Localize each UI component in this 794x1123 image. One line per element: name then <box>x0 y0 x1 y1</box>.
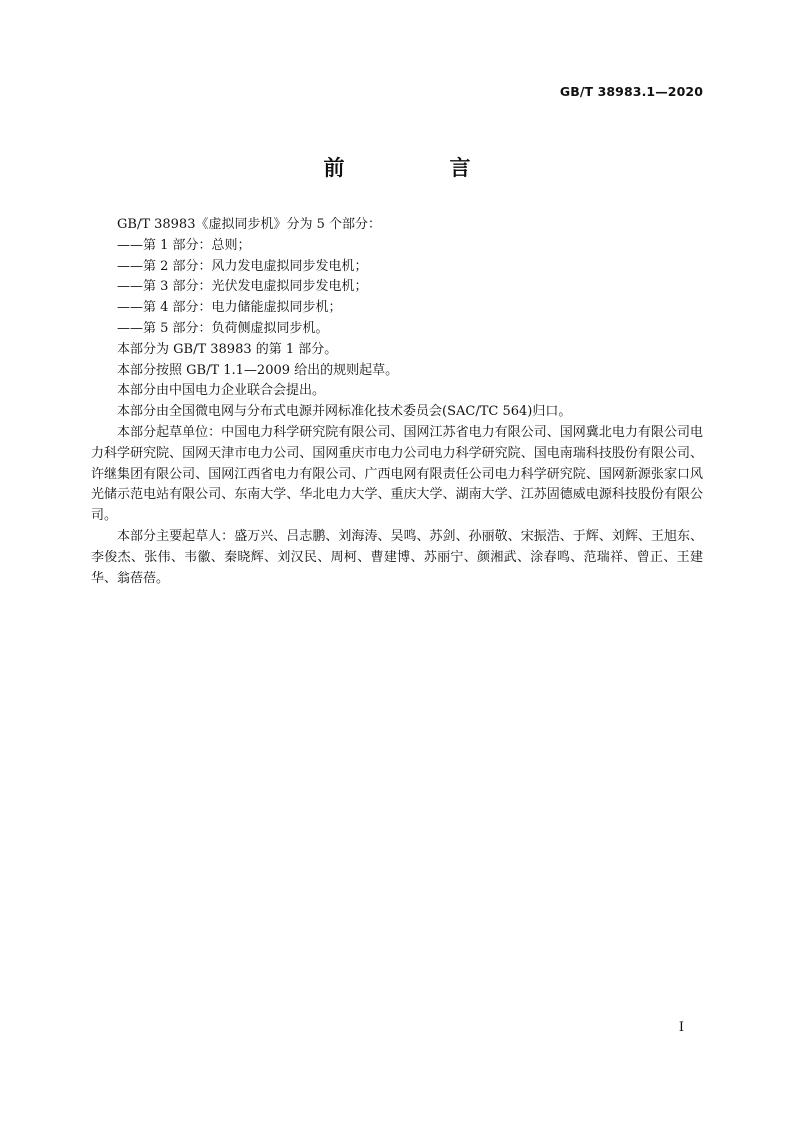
paragraph-intro: GB/T 38983《虚拟同步机》分为 5 个部分： <box>117 217 382 232</box>
list-item-part-3: ——第 3 部分：光伏发电虚拟同步发电机； <box>117 279 368 295</box>
list-item-part-1: ——第 1 部分：总则； <box>117 237 251 253</box>
list-item-part-4: ——第 4 部分：电力储能虚拟同步机； <box>117 300 342 316</box>
list-item-part-5: ——第 5 部分：负荷侧虚拟同步机。 <box>117 320 329 336</box>
paragraph-part-statement: 本部分为 GB/T 38983 的第 1 部分。 <box>117 341 338 357</box>
paragraph-drafting-units: 本部分起草单位：中国电力科学研究院有限公司、国网江苏省电力有限公司、国网冀北电力有限公司电力科学研究院、国网天津市电力公司、国网重庆市电力公司电力科学研究院、国电南瑞科技股份有限公司、许继集团有限公司、国网江西省电力有限公司、广西电网有限责任公司电力科学研究院、国网新源张家口风光储示范电站有限公司、东南大学、华北电力大学、重庆大学、湖南大学、江苏固德威电源科技股份有限公司。 <box>91 424 703 524</box>
page-title: 前 言 <box>323 155 513 180</box>
list-item-part-2: ——第 2 部分：风力发电虚拟同步发电机； <box>117 258 368 274</box>
standard-number: GB/T 38983.1—2020 <box>559 84 703 99</box>
paragraph-drafting-rules: 本部分按照 GB/T 1.1—2009 给出的规则起草。 <box>117 362 399 378</box>
foreword-body <box>91 215 703 589</box>
paragraph-proposer: 本部分由中国电力企业联合会提出。 <box>117 383 326 399</box>
paragraph-drafters: 本部分主要起草人：盛万兴、吕志鹏、刘海涛、吴鸣、苏剑、孙丽敬、宋振浩、于辉、刘辉、王旭东、李俊杰、张伟、韦徽、秦晓辉、刘汉民、周柯、曹建博、苏丽宁、颜湘武、涂春鸣、范瑞祥、曾正、王建华、翁蓓蓓。 <box>91 528 703 586</box>
page-number: I <box>678 1020 684 1035</box>
paragraph-committee: 本部分由全国微电网与分布式电源并网标准化技术委员会(SAC/TC 564)归口。 <box>117 404 572 420</box>
